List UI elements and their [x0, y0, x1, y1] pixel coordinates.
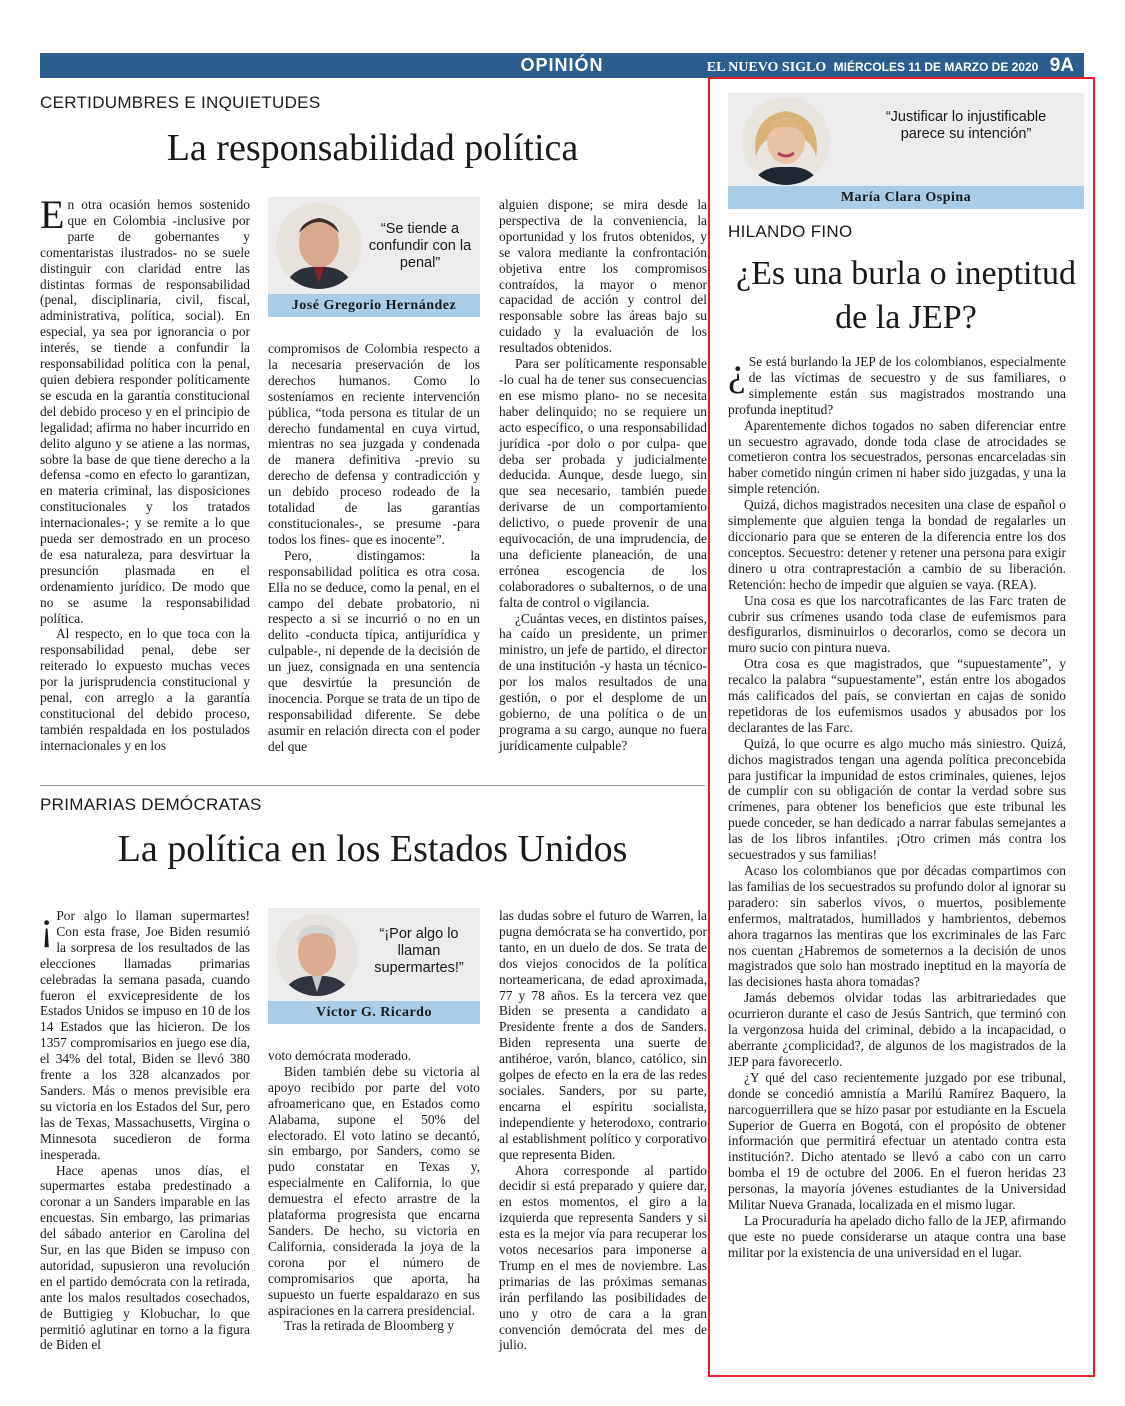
paragraph: Ahora corresponde al partido decidir si está preparado y quiere dar, en estos momentos, el giro a la izquierda que representa Sanders y si esta es la mejor vía para recuperar los votos necesarios para imponerse a Trump en el mes de noviembre. Las primarias de las próximas semanas irán perfilando las posibilidades de uno y otro de cara a la gran convención demócrata del mes de julio.	[499, 1162, 707, 1353]
paragraph: Quizá, lo que ocurre es algo mucho más siniestro. Quizá, dichos magistrados tengan una agenda política preconcebida para justificar la impunidad de estos criminales, quienes, lejos de cumplir con su obligación de contar la verdad sobre sus crímenes, para obtener los beneficios que este tribunal les puede conceder, se han dedicado a narrar fabulas semejantes a las de los libros infantiles. ¡Otro crimen más contra los secuestrados y sus familias!	[728, 735, 1066, 863]
paragraph: ¿Y qué del caso recientemente juzgado por ese tribunal, donde se concedió amnistía a Marilú Ramírez Baquero, la narcoguerrillera que se hizo pasar por estudiante en la Escuela Superior de Guerra en Bogotá, con el propósito de obtener información que permitirá efectuar un atentado contra esta institución?. Dicho atentado se llevó a cabo con un carro bomba el 19 de octubre del 2006. En el fueron heridas 23 personas, la mayoría jóvenes estudiantes de la Universidad Militar Nueva Granada, localizada en el mismo lugar.	[728, 1069, 1066, 1213]
article1-column-2	[268, 341, 480, 755]
article1-column-3	[499, 197, 707, 754]
paragraph: Quizá, dichos magistrados necesiten una clase de español o simplemente que alguien tenga la bondad de regalarles un diccionario para que se enteren de la diferencia entre los dos conceptos. Secuestro: detener y retener una persona para exigir dinero u otra contraprestación a cambio de su liberación. Retención: hecho de impedir que alguien se vaya. (REA).	[728, 497, 1066, 592]
columnist-quote: “Justificar lo injustificable parece su intención”	[885, 109, 1047, 142]
article3-kicker: HILANDO FINO	[728, 222, 853, 241]
paragraph: Una cosa es que los narcotraficantes de las Farc traten de cubrir sus crímenes usando toda clase de eufemismos para desfigurarlos, disminuirlos o decorarlos, como se decora un muro sucio con pintura nueva.	[728, 592, 1066, 656]
article3-headline: ¿Es una burla o ineptitud de la JEP?	[736, 255, 1076, 336]
paragraph: las dudas sobre el futuro de Warren, la pugna demócrata se ha convertido, por tanto, en un duelo de dos. Se trata de dos viejos conocidos de la política norteamericana, de edad aproximada, 77 y 78 años. Es la tercera vez que Biden se presenta a candidato a Presidente frente a dos de Sanders. Biden representa una suerte de antihéroe, varón, blanco, católico, sin golpes de efecto en la era de las redes sociales. Sanders, por su parte, encarna el espíritu socialista, independiente y heterodoxo, contrario al establishment político y corporativo que representa Biden.	[499, 908, 707, 1162]
columnist-name: José Gregorio Hernández	[268, 294, 480, 317]
paragraph: Hace apenas unos días, el supermartes estaba predestinado a coronar a un Sanders imparable en las encuestas. Sin embargo, las primarias del sábado anterior en Carolina del Sur, en las que Biden se impuso con autoridad, supusieron una revolución en el partido demócrata con la retirada, ante los malos resultados cosechados, de Buttigieg y Klobuchar, lo que permitió aglutinar en torno a la figura de Biden el	[40, 1162, 250, 1353]
article2-column-3	[499, 908, 707, 1353]
article2-column-1	[40, 903, 250, 1353]
paragraph: En otra ocasión hemos sostenido que en Colombia -inclusive por parte de gobernantes y comentaristas ilustrados- no se suele distinguir con claridad entre las distintas formas de responsabilidad (penal, disciplinaria, civil, fiscal, administrativa, política, social). En especial, ya sea por ignorancia o por interés, se tiende a confundir la responsabilidad política con la penal, quien debiera responder políticamente se escuda en la garantía constitucional del debido proceso y en el principio de legalidad; afirma no haber incurrido en delito alguno y se atiene a las normas, sobre la base de que tiene derecho a la defensa -como en efecto lo garantizan, en materia criminal, las disposiciones constitucionales y los tratados internacionales-; y se remite a lo que pueda ser demostrado en un proceso de esa naturaleza, para desvirtuar la presunción plasmada en el ordenamiento jurídico. De modo que no se asume la responsabilidad política.	[40, 192, 250, 626]
columnist-quote: “Se tiende a confundir con la penal”	[368, 221, 472, 271]
paragraph: compromisos de Colombia respecto a la necesaria preservación de los derechos humanos. Como lo sosteníamos en reciente intervención pública, “toda persona es titular de un derecho fundamental en cuya virtud, mientras no sea juzgada y condenada de manera definitiva -previo su derecho de defensa y contradicción y un debido proceso rodeado de la totalidad de las garantías constitucionales-, se presume -para todos los fines- que es inocente”.	[268, 341, 480, 547]
article2-column-2	[268, 1048, 480, 1334]
columnist-box-ricardo	[268, 908, 480, 1024]
paragraph: Otra cosa es que magistrados, que “supuestamente”, y recalco la palabra “supuestamente”, están entre los abogados más calificados del país, se conviertan en cajas de sonido repetidoras de los eufemismos usados y abusados por los declarantes de las Farc.	[728, 656, 1066, 735]
columnist-photo-ricardo	[276, 914, 358, 996]
paragraph: ¿ Se está burlando la JEP de los colombianos, especialmente de las víctimas de secuestro y de sus familiares, o simplemente están sus magistrados mostrando una profunda ineptitud?	[728, 349, 1066, 417]
article1-column-1	[40, 192, 250, 754]
paragraph: Al respecto, en lo que toca con la responsabilidad penal, debe ser reiterado lo expuesto muchas veces por la jurisprudencia constitucional y penal, con arreglo a la garantía constitucional del debido proceso, también respaldada en los postulados internacionales y en los	[40, 626, 250, 753]
page-number: 9A	[1049, 55, 1074, 76]
columnist-name: Víctor G. Ricardo	[268, 1001, 480, 1024]
paragraph: Para ser políticamente responsable -lo cual ha de tener sus consecuencias en ese mismo plano- no se necesita haber delinquido; no se requiere un acto específico, o una responsabilidad jurídica -por dolo o por culpa- que deba ser probada y judicialmente deducida. Aunque, desde luego, sin que sea necesario, también puede derivarse de un comportamiento delictivo, o puede provenir de una equivocación, de una imprudencia, de una deficiente planeación, de una errónea escogencia de los colaboradores o subalternos, o de una falta de control o vigilancia.	[499, 356, 707, 610]
paragraph: ¿Cuántas veces, en distintos países, ha caído un presidente, un primer ministro, un jefe de partido, el director de una institución -y hasta un técnico- por los malos resultados de una gestión, o por el desplome de un gobierno, de una política o de un programa a su cargo, aunque no fuera jurídicamente culpable?	[499, 610, 707, 753]
drop-cap: ¿	[728, 349, 746, 394]
columnist-quote: “¡Por algo lo llaman supermartes!”	[374, 926, 464, 976]
section-name: OPINIÓN	[520, 55, 604, 75]
drop-cap: E	[40, 192, 65, 237]
article1-headline: La responsabilidad política	[166, 127, 579, 169]
section-header-band	[40, 53, 1084, 78]
paragraph: Jamás debemos olvidar todas las arbitrariedades que ocurrieron durante el caso de Jesús Santrich, que terminó con la vergonzosa huida del criminal, debido a la incapacidad, o aberrante ¿complicidad?, de algunos de los magistrados de la JEP para favorecerlo.	[728, 990, 1066, 1069]
article2-kicker: PRIMARIAS DEMÓCRATAS	[40, 795, 262, 814]
issue-date: MIÉRCOLES 11 DE MARZO DE 2020	[833, 60, 1039, 74]
paragraph: voto demócrata moderado.	[268, 1048, 412, 1063]
paragraph: La Procuraduría ha apelado dicho fallo de la JEP, afirmando que este no puede considerarse un ataque contra una base militar por la existencia de una universidad en el lugar.	[728, 1212, 1067, 1260]
columnist-photo-ospina	[742, 97, 830, 185]
article-divider	[40, 785, 705, 786]
newspaper-brand: EL NUEVO SIGLO	[706, 60, 827, 75]
columnist-box-hernandez	[268, 197, 480, 317]
paragraph: Pero, distingamos: la responsabilidad política es otra cosa. Ella no se deduce, como la penal, en el campo del debate probatorio, ni respecto a si se incurrió o no en un delito -conducta típica, antijurídica y culpable-, ni depende de la decisión de un juez, consignada en una sentencia que desvirtúe la presunción de inocencia. Porque se trata de un tipo de responsabilidad diferente. Se debe asumir en relación directa con el poder del que	[268, 547, 480, 754]
paragraph: Tras la retirada de Bloomberg y	[284, 1318, 454, 1334]
paragraph: alguien dispone; se mira desde la perspectiva de la conveniencia, la oportunidad y los frutos obtenidos, y se valora mediante la confrontación objetiva entre los compromisos contraídos, la mayor o menor capacidad de acción y control del responsable sobre las áreas bajo su cuidado y la evaluación de los resultados obtenidos.	[499, 197, 707, 356]
article1-kicker: CERTIDUMBRES E INQUIETUDES	[40, 93, 321, 112]
article2-headline: La política en los Estados Unidos	[117, 828, 628, 870]
columnist-name: María Clara Ospina	[728, 186, 1084, 209]
paragraph: Aparentemente dichos togados no saben diferenciar entre un secuestro agravado, donde toda clase de atrocidades se cometieron contra los secuestrados, personas encarceladas sin haber cometido ningún crimen ni haber sido juzgadas, y una la simple retención.	[728, 417, 1066, 497]
drop-cap: ¡	[40, 903, 54, 948]
columnist-box-ospina	[728, 93, 1084, 209]
columnist-photo-hernandez	[276, 203, 362, 289]
masthead-info	[707, 53, 1074, 80]
paragraph: ¡ Por algo lo llaman supermartes! Con esta frase, Joe Biden resumió la sorpresa de los resultados de las elecciones llamadas primarias celebradas la semana pasada, cuando fueron el exvicepresidente de los Estados Unidos se impuso en 10 de los 14 Estados que las hicieron. De los 1357 compromisarios en juego ese día, el 34% del total, Biden se llevó 380 frente a los 328 alcanzados por Sanders. Más o menos previsible era su victoria en los Estados del Sur, pero las de Texas, Massachusetts, Virgina o Minnesota sucedieron de forma inesperada.	[40, 903, 250, 1162]
article3-body	[728, 349, 1067, 1261]
paragraph: Acaso los colombianos que por décadas compartimos con las familias de los secuestrados su profundo dolor al ignorar su paradero: sin saberlos vivos, o muertos, posiblemente enfermos, maltratados, humillados y hambrientos, debemos ahora tragarnos las mentiras que los excriminales de las Farc nos cuentan ¿Habremos de someternos a la decisión de unos magistrados que solo han mostrado ineptitud en la mayoría de las decisiones hasta ahora tomadas?	[728, 863, 1066, 990]
paragraph: Biden también debe su victoria al apoyo recibido por parte del voto afroamericano que, en Estados como Alabama, supone el 50% del electorado. El voto latino se decantó, sin embargo, por Sanders, como se pudo constatar en Texas y, especialmente en California, lo que demuestra el efecto arrastre de la plataforma progresista que encarna Sanders. De hecho, su victoria en California, considerada la joya de la corona por el número de compromisarios que aporta, ha supuesto un fuerte espaldarazo en sus aspiraciones en la carrera presidencial.	[268, 1063, 480, 1318]
